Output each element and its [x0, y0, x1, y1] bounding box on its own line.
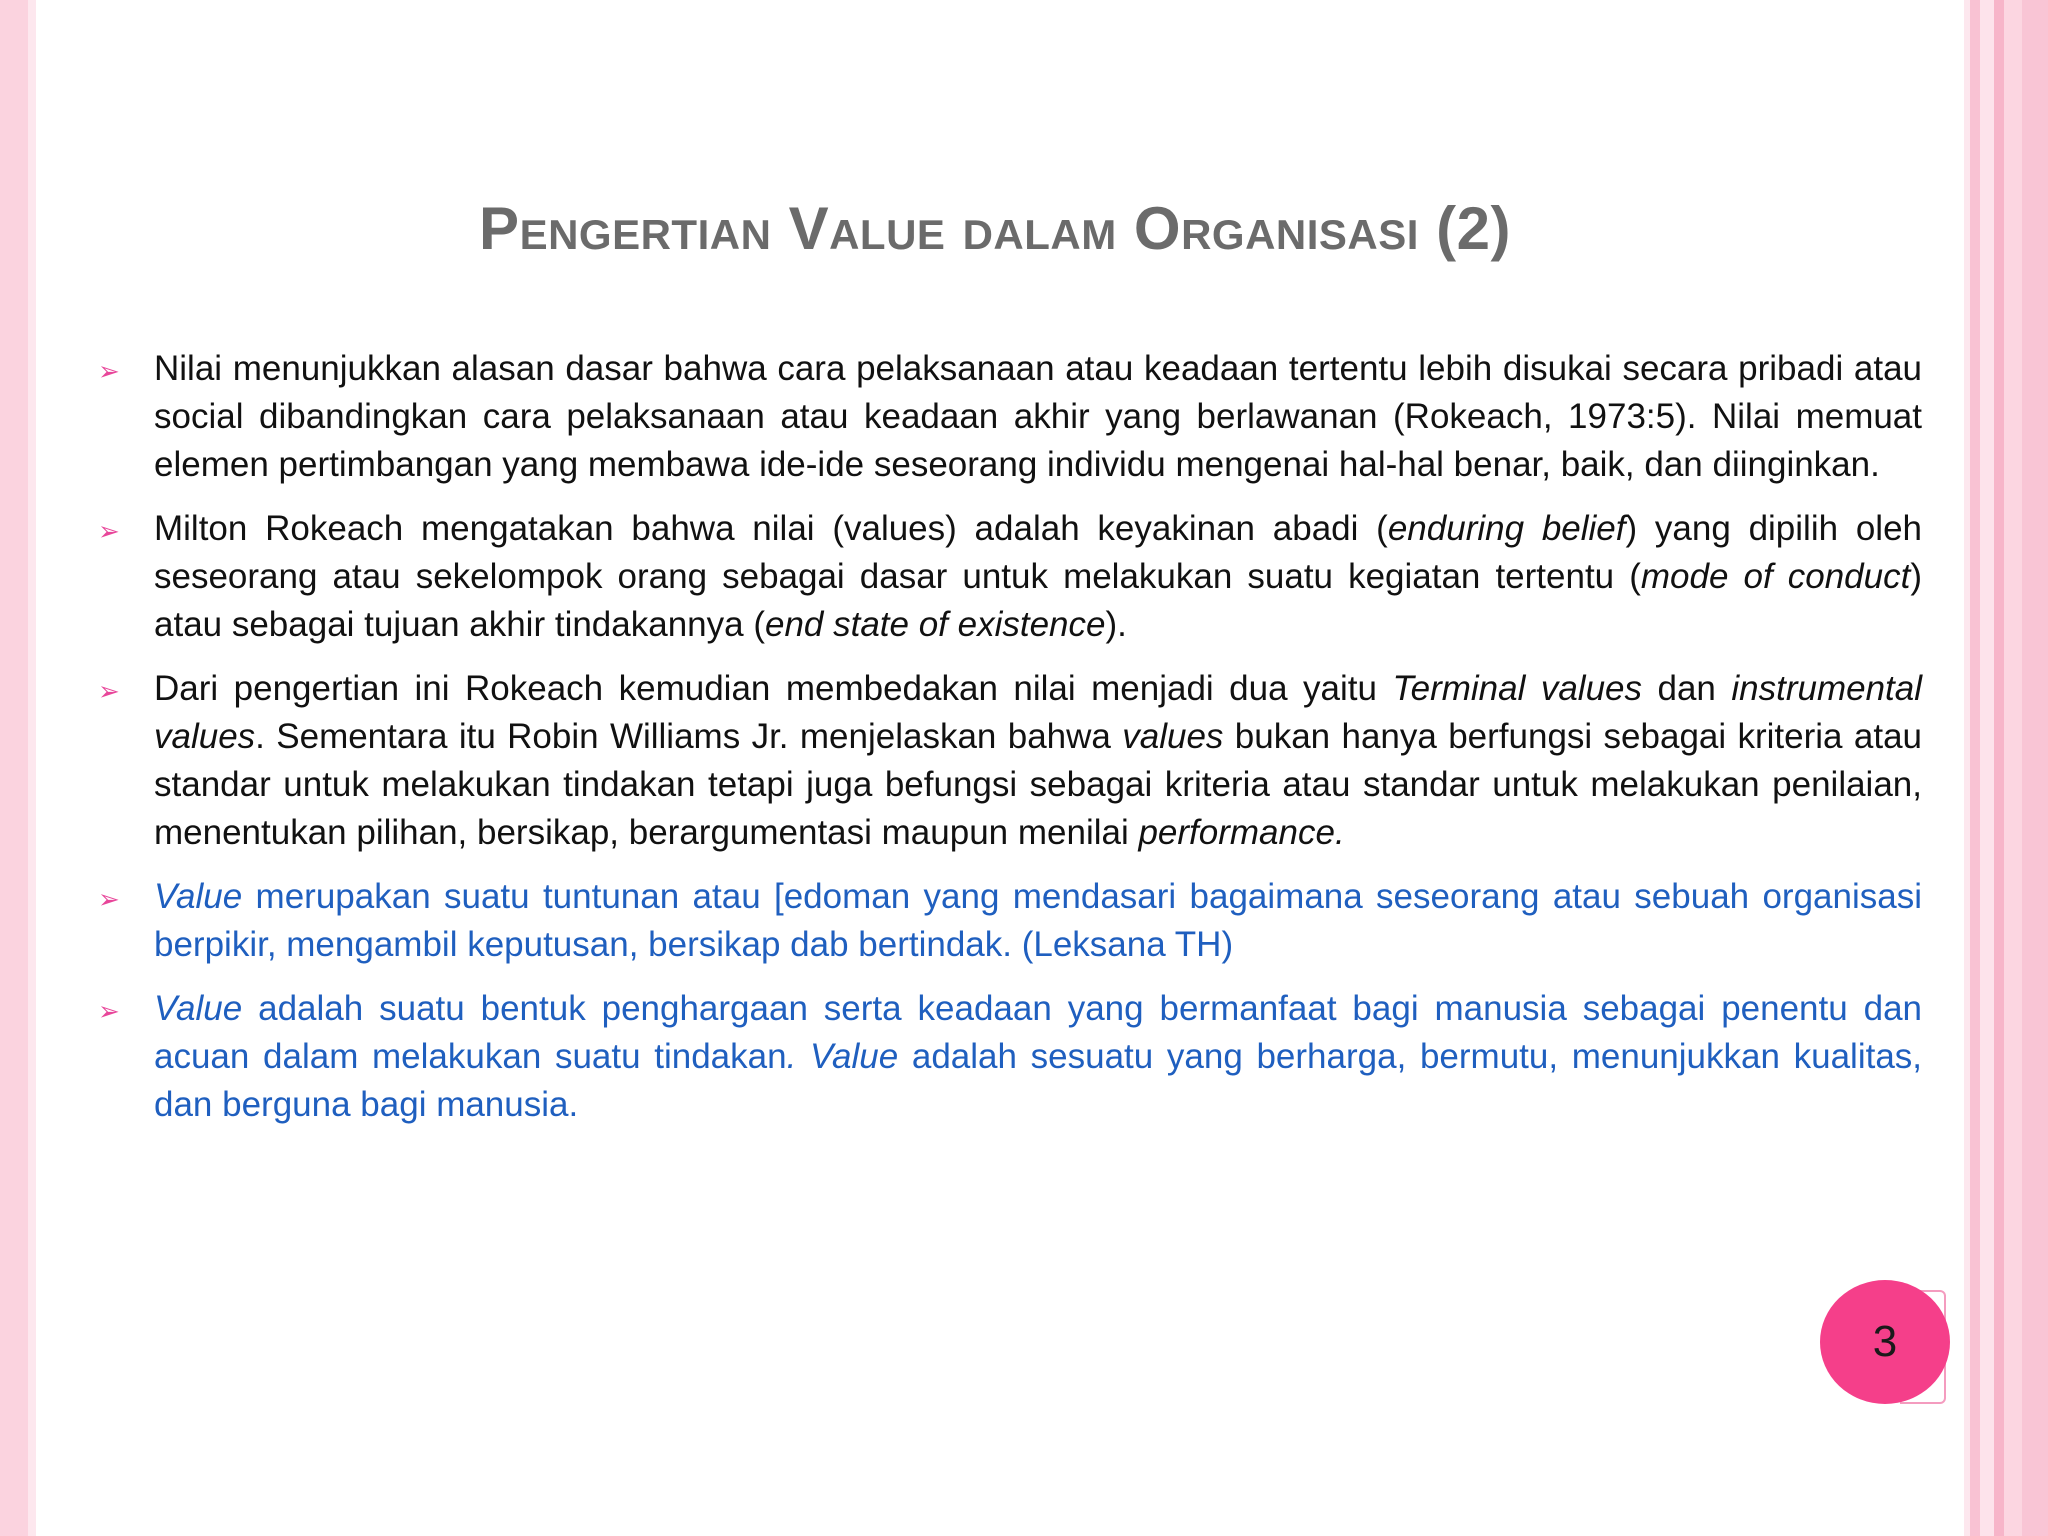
text-segment: adalah sesuatu yang berharga, bermutu, menunjukkan kualitas, dan berguna bagi manusia.	[154, 1037, 1923, 1124]
bullet-text	[154, 985, 1922, 1129]
bullet-text	[154, 505, 1922, 649]
bullet-text	[154, 345, 1922, 489]
arrow-bullet-icon: ➢	[98, 356, 120, 386]
text-segment: merupakan suatu tuntunan atau [edoman yang mendasari bagaimana seseorang atau sebuah organisasi berpikir, mengambil keputusan, bersikap dab bertindak. (Leksana TH)	[154, 877, 1922, 964]
text-segment: dan	[1642, 669, 1732, 708]
text-segment: Dari pengertian ini Rokeach kemudian membedakan nilai menjadi dua yaitu	[154, 669, 1393, 708]
text-segment: bukan hanya berfungsi sebagai kriteria atau standar untuk melakukan tindakan tetapi juga befungsi sebagai kriteria atau standar untuk melakukan penilaian, menentukan pilihan, bersikap, berargumentasi maupun menilai	[154, 717, 1922, 852]
text-segment: ) atau sebagai tujuan akhir tindakannya (	[154, 557, 1922, 644]
italic-text: Terminal values	[1392, 669, 1643, 708]
bullet-item	[98, 985, 1922, 1129]
bullet-item	[98, 505, 1922, 649]
bullet-item	[98, 665, 1922, 857]
italic-text: instrumental values	[154, 669, 1922, 756]
text-segment: Milton Rokeach mengatakan bahwa nilai (values) adalah keyakinan abadi (	[154, 509, 1388, 548]
stripe	[2004, 0, 2022, 1536]
italic-text: mode of conduct	[1640, 557, 1911, 596]
slide-title: Pengertian Value dalam Organisasi (2)	[479, 195, 1511, 262]
arrow-bullet-icon: ➢	[98, 676, 120, 706]
bullet-item	[98, 873, 1922, 969]
text-segment: adalah suatu bentuk penghargaan serta keadaan yang bermanfaat bagi manusia sebagai penentu dan acuan dalam melakukan suatu tindakan	[154, 989, 1922, 1076]
text-segment: ) yang dipilih oleh seseorang atau sekelompok orang sebagai dasar untuk melakukan suatu kegiatan tertentu (	[154, 509, 1922, 596]
arrow-bullet-icon: ➢	[98, 884, 120, 914]
text-segment: . Sementara itu Robin Williams Jr. menjelaskan bahwa	[255, 717, 1123, 756]
bullet-text	[154, 665, 1922, 857]
text-segment: ).	[1105, 605, 1127, 644]
stripe	[2022, 0, 2048, 1536]
bullet-text	[154, 873, 1922, 969]
italic-text: end state of existence	[764, 605, 1106, 644]
page-number-badge: 3	[1820, 1280, 1950, 1404]
stripe	[1994, 0, 2004, 1536]
italic-text: values	[1122, 717, 1224, 756]
italic-text: Value	[154, 989, 243, 1028]
italic-text: enduring belief	[1387, 509, 1626, 548]
text-segment: Nilai menunjukkan alasan dasar bahwa cara pelaksanaan atau keadaan tertentu lebih disukai secara pribadi atau social dibandingkan cara pelaksanaan atau keadaan akhir yang berlawanan (Rokeach, 1973:5). Nilai memuat elemen pertimbangan yang membawa ide-ide seseorang individu mengenai hal-hal benar, baik, dan diinginkan.	[154, 349, 1922, 484]
italic-text: performance.	[1138, 813, 1345, 852]
italic-text: Value	[154, 877, 243, 916]
bullet-item	[98, 345, 1922, 489]
arrow-bullet-icon: ➢	[98, 516, 120, 546]
arrow-bullet-icon: ➢	[98, 996, 120, 1026]
bullet-list	[98, 345, 1922, 1145]
italic-text: . Value	[786, 1037, 899, 1076]
